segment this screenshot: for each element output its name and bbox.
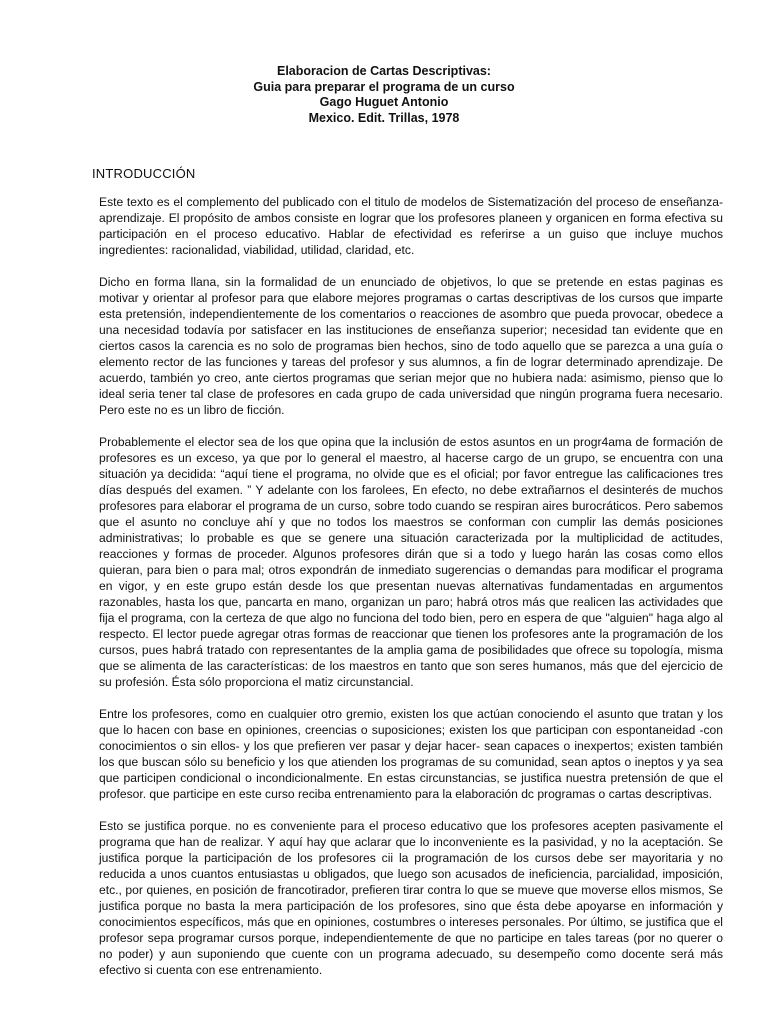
title-line-1: Elaboracion de Cartas Descriptivas: (277, 64, 491, 78)
paragraph-1: Este texto es el complemento del publicado con el titulo de modelos de Sistematización del proceso de enseñanza-aprendizaje. El propósito de ambos consiste en lograr que los profesores planeen y organicen en forma efectiva su participación en el proceso educativo. Hablar de efectividad es referirse a un guiso que incluye muchos ingredientes: racionalidad, viabilidad, utilidad, claridad, etc. (99, 195, 723, 257)
paragraph-2: Dicho en forma llana, sin la formalidad de un enunciado de objetivos, lo que se pretende en estas paginas es motivar y orientar al profesor para que elabore mejores programas o cartas descriptivas de los cursos que imparte esta pretensión, independientemente de los comentarios o reacciones de asombro que pueda provocar, obedece a una necesidad todavía por satisfacer en las instituciones de enseñanza superior; necesidad tan evidente que en ciertos casos la carencia es no solo de programas bien hechos, sino de todo aquello que se parezca a una guía o elemento rector de las funciones y tareas del profesor y sus alumnos, a fin de lograr determinado aprendizaje. De acuerdo, también yo creo, ante ciertos programas que serian mejor que no hubiera nada: asimismo, pienso que lo ideal seria tener tal clase de profesores en cada grupo de cada universidad que ningún programa fuera necesario. Pero este no es un libro de ficción. (99, 275, 723, 417)
paragraph-5: Esto se justifica porque. no es conveniente para el proceso educativo que los profesores acepten pasivamente el programa que han de realizar. Y aquí hay que aclarar que lo inconveniente es la pasividad, y no la aceptación. Se justifica porque la participación de los profesores cii la programación de los cursos debe ser mayoritaria y no reducida a unos cuantos entusiastas u obligados, que luego son acusados de ineficiencia, parcialidad, imposición, etc., por quienes, en posición de francotirador, prefieren tirar contra lo que se mueve que moverse ellos mismos, Se justifica porque no basta la mera participación de los profesores, sino que ésta debe apoyarse en información y conocimientos específicos, más que en opiniones, costumbres o intereses personales. Por último, se justifica que el profesor sepa programar cursos porque, independientemente de que no participe en tales tareas (por no querer o no poder) y aun suponiendo que cuente con un programa adecuado, su desempeño como docente será más efectivo si cuenta con ese entrenamiento. (99, 819, 723, 977)
paragraph-3: Probablemente el elector sea de los que opina que la inclusión de estos asuntos en un progr4ama de formación de profesores es un exceso, ya que por lo general el maestro, al hacerse cargo de un grupo, se encuentra con una situación ya decidida: “aquí tiene el programa, no olvide que es el oficial; por favor entregue las calificaciones tres días después del examen. ” Y adelante con los farolees, En efecto, no debe extrañarnos el desinterés de muchos profesores para elaborar el programa de un curso, sobre todo cuando se respiran aires burocráticos. Pero sabemos que el asunto no concluye ahí y que no todos los maestros se conforman con cumplir las demás posiciones administrativas; lo probable es que se genere una situación caracterizada por la multiplicidad de actitudes, reacciones y formas de proceder. Algunos profesores dirán que si a todo y luego harán las cosas como ellos quieran, para bien o para mal; otros expondrán de inmediato sugerencias o demandas para modificar el programa en vigor, y en este grupo están desde los que presentan nuevas alternativas fundamentadas en argumentos razonables, hasta los que, pancarta en mano, organizan un paro; habrá otros más que realicen las actividades que fija el programa, con la certeza de que algo no funciona del todo bien, pero en espera de que "alguien" haga algo al respecto. El lector puede agregar otras formas de reaccionar que tienen los profesores ante la programación de los cursos, pues habrá tratado con representantes de la amplia gama de posibilidades que ofrece su topología, misma que se alimenta de las características: de los maestros en tanto que son seres humanos, más que del ejercicio de su profesión. Ésta sólo proporciona el matiz circunstancial. (99, 435, 723, 689)
paragraph-4: Entre los profesores, como en cualquier otro gremio, existen los que actúan conociendo el asunto que tratan y los que lo hacen con base en opiniones, creencias o suposiciones; existen los que participan con espontaneidad -con conocimientos o sin ellos- y los que prefieren ver pasar y dejar hacer- sean capaces o inexpertos; existen también los que buscan sólo su beneficio y los que atienden los programas de su comunidad, sean aptos o ineptos y ya sea que participen condicional o incondicionalmente. En estas circunstancias, se justifica nuestra pretensión de que el profesor. que participe en este curso reciba entrenamiento para la elaboración dc programas o cartas descriptivas. (99, 707, 723, 801)
document-title-block (0, 64, 768, 126)
title-line-4: Mexico. Edit. Trillas, 1978 (308, 110, 460, 125)
section-heading: INTRODUCCIÓN (92, 166, 196, 181)
title-line-3: Gago Huguet Antonio (319, 95, 449, 109)
body-text (99, 194, 723, 994)
title-line-2: Guia para preparar el programa de un curso (253, 79, 515, 94)
